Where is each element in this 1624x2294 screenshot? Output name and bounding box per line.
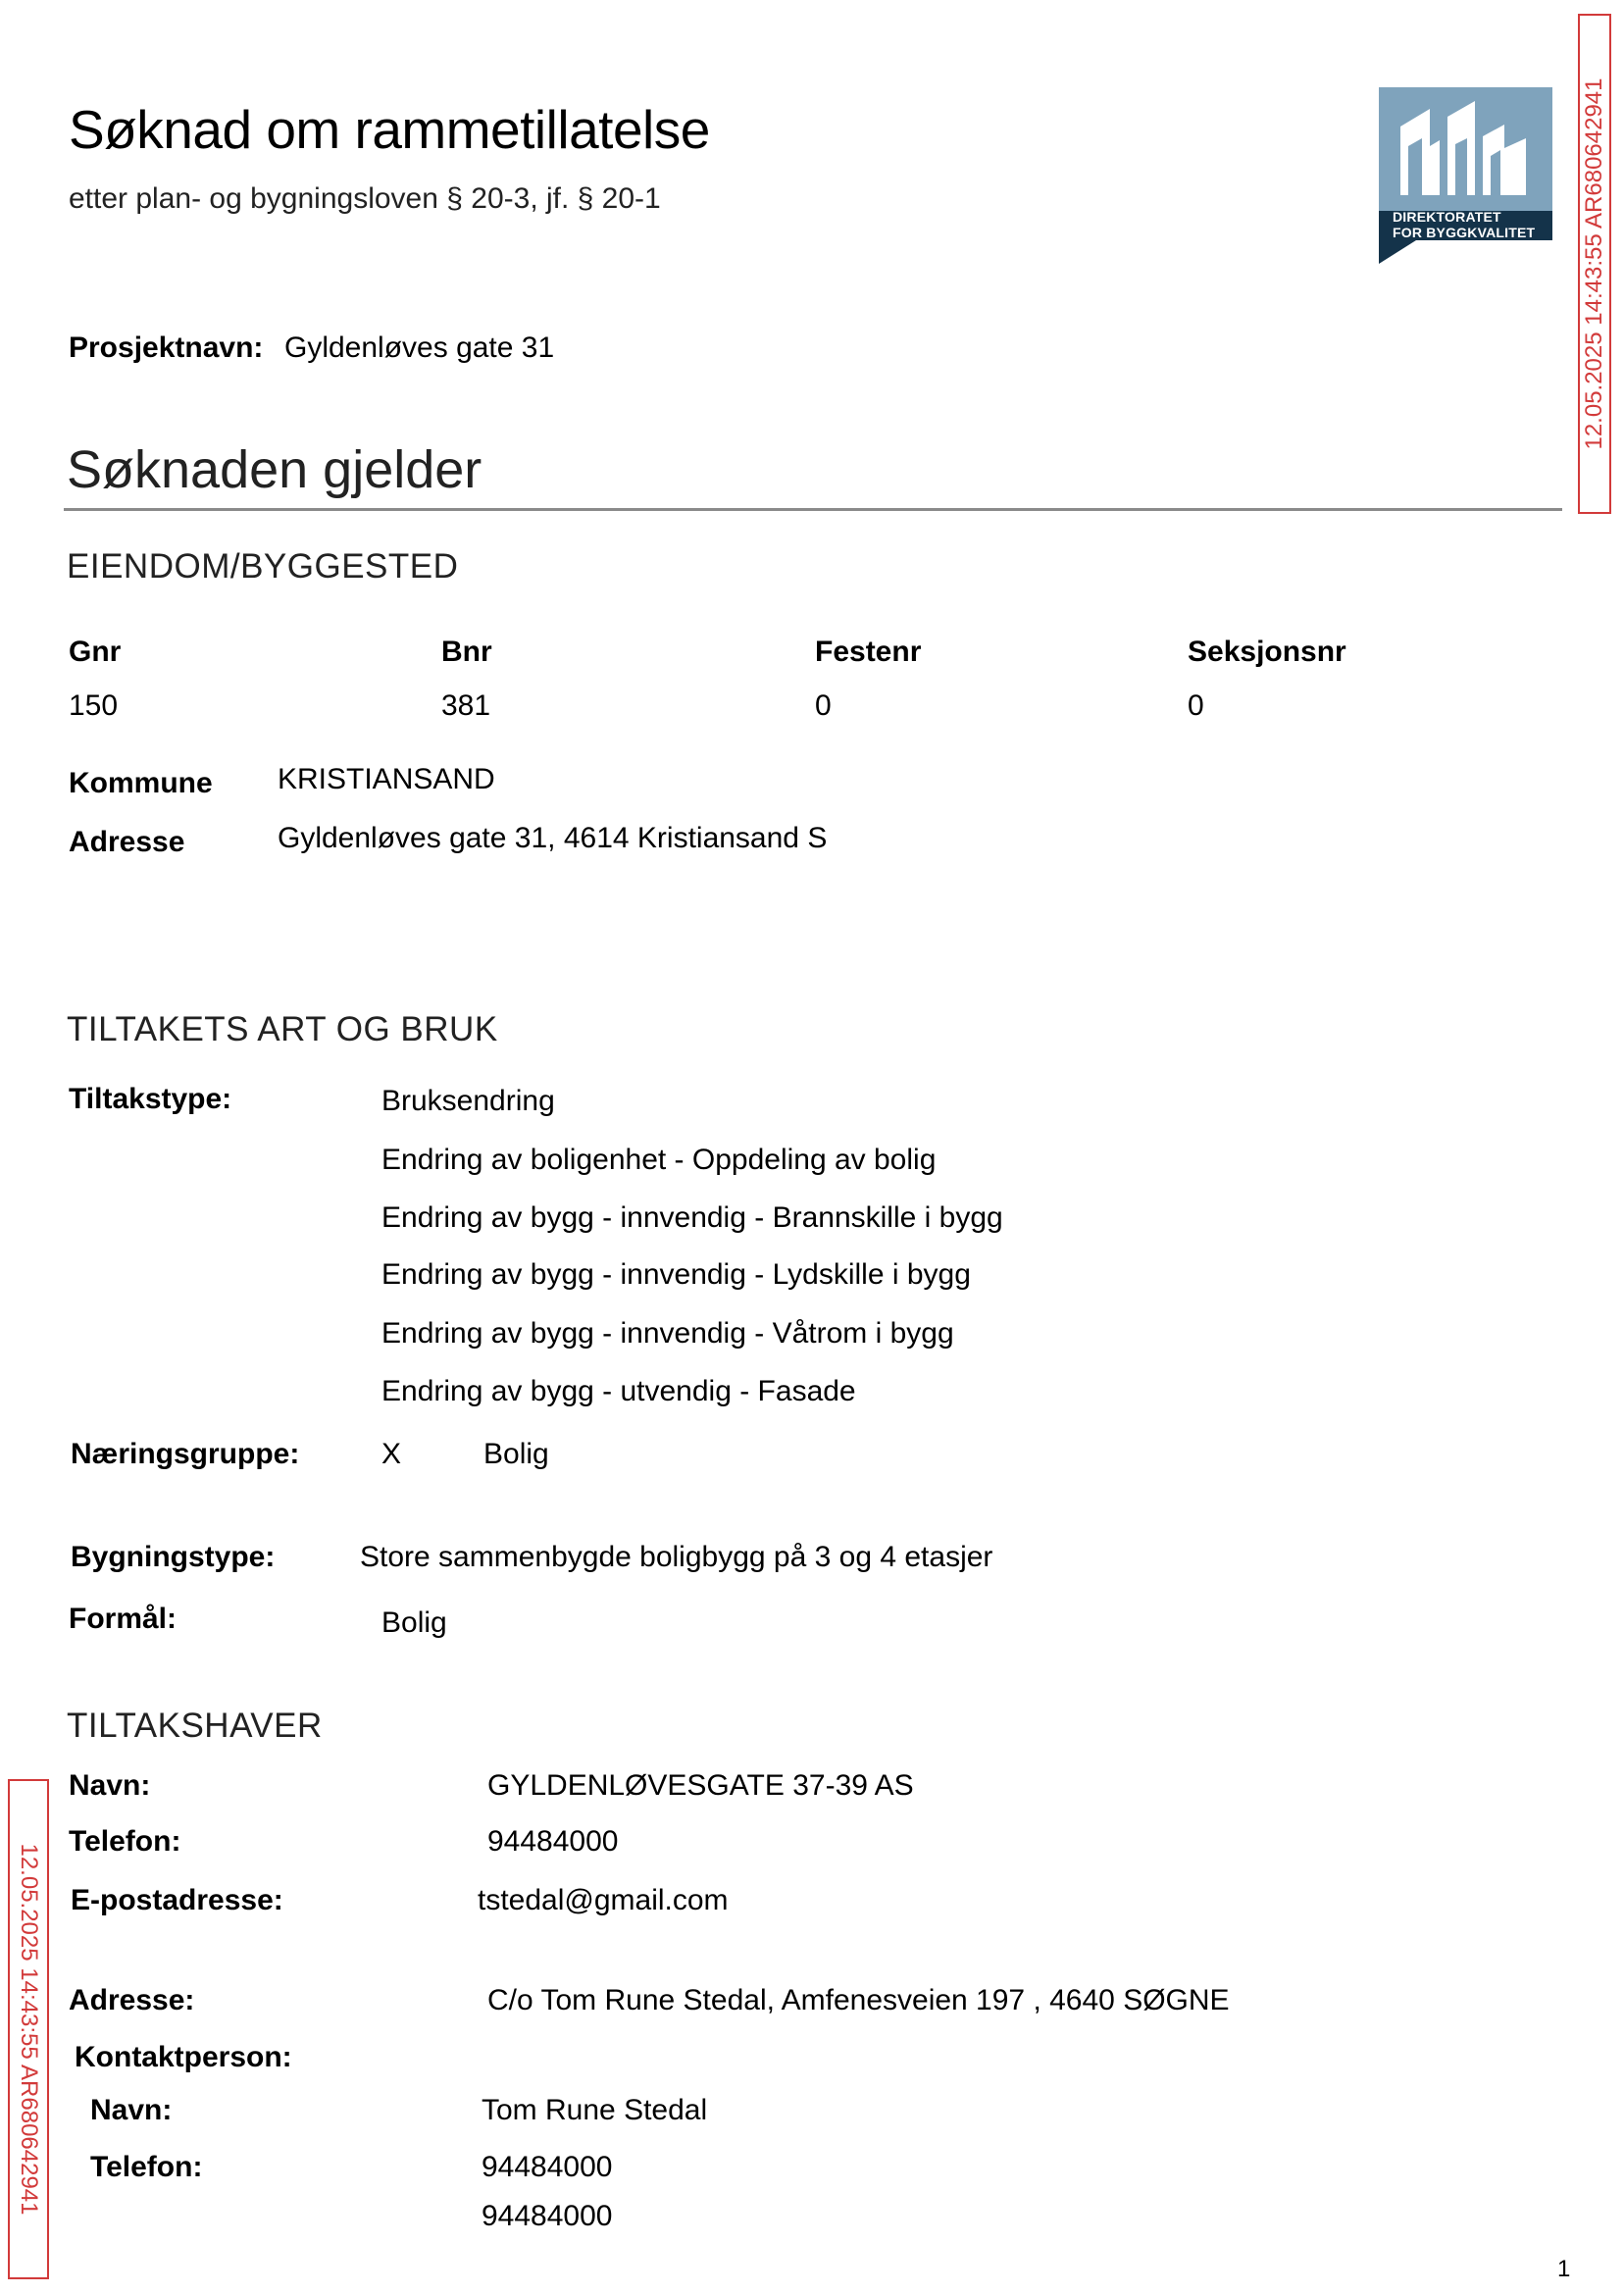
festenr-label: Festenr (815, 636, 922, 668)
formal-value: Bolig (381, 1606, 447, 1639)
tiltakstype-item: Endring av bygg - utvendig - Fasade (381, 1375, 856, 1407)
gnr-label: Gnr (69, 636, 122, 668)
section-property-title: EIENDOM/BYGGESTED (67, 547, 459, 586)
adresse-value: Gyldenløves gate 31, 4614 Kristiansand S (278, 822, 828, 854)
received-stamp-text: 12.05.2025 14:43:55 AR680642941 (16, 1843, 42, 2216)
project-name-value: Gyldenløves gate 31 (284, 331, 555, 364)
kontakt-navn-value: Tom Rune Stedal (482, 2094, 708, 2126)
naeringsgruppe-code: X (381, 1438, 402, 1470)
logo-flag (1379, 240, 1416, 264)
kommune-label: Kommune (69, 767, 213, 799)
tiltakstype-item: Bruksendring (381, 1085, 555, 1117)
naeringsgruppe-value: Bolig (483, 1438, 549, 1470)
received-stamp-text: 12.05.2025 14:43:55 AR680642941 (1581, 77, 1607, 450)
kontaktperson-label: Kontaktperson: (75, 2041, 292, 2073)
adresse-label: Adresse (69, 826, 185, 858)
tiltakshaver-epost-value: tstedal@gmail.com (478, 1884, 729, 1916)
logo-graphic (1379, 87, 1552, 211)
formal-label: Formål: (69, 1603, 178, 1635)
seksjonsnr-value: 0 (1188, 689, 1204, 722)
logo-text-line2: FOR BYGGKVALITET (1393, 225, 1536, 240)
kontakt-navn-label: Navn: (90, 2094, 173, 2126)
festenr-value: 0 (815, 689, 832, 722)
heading-divider (64, 508, 1562, 511)
section-tiltakshaver-title: TILTAKSHAVER (67, 1707, 323, 1745)
tiltakstype-item: Endring av bygg - innvendig - Våtrom i bygg (381, 1317, 954, 1350)
kontakt-telefon-value-2: 94484000 (482, 2200, 613, 2232)
dibk-logo (1379, 87, 1552, 276)
page-number: 1 (1557, 2256, 1571, 2282)
received-stamp-right (1578, 14, 1611, 514)
tiltakstype-label: Tiltakstype: (69, 1083, 232, 1115)
bygningstype-value: Store sammenbygde boligbygg på 3 og 4 etasjer (360, 1541, 993, 1573)
bnr-value: 381 (441, 689, 491, 722)
tiltakshaver-adresse-label: Adresse: (69, 1984, 195, 2016)
tiltakshaver-telefon-value: 94484000 (487, 1825, 619, 1858)
tiltakshaver-navn-label: Navn: (69, 1769, 151, 1802)
tiltakstype-item: Endring av bygg - innvendig - Brannskille i bygg (381, 1201, 1003, 1234)
page-title: Søknad om rammetillatelse (69, 99, 710, 160)
project-name-label: Prosjektnavn: (69, 331, 264, 364)
kontakt-telefon-label: Telefon: (90, 2151, 203, 2183)
tiltakstype-item: Endring av bygg - innvendig - Lydskille i bygg (381, 1258, 971, 1291)
bnr-label: Bnr (441, 636, 492, 668)
tiltakshaver-adresse-value: C/o Tom Rune Stedal, Amfenesveien 197 , 4640 SØGNE (487, 1984, 1230, 2016)
received-stamp-left (8, 1779, 49, 2279)
logo-text-line1: DIREKTORATET (1393, 209, 1501, 225)
naeringsgruppe-label: Næringsgruppe: (71, 1438, 300, 1470)
kontakt-telefon-value: 94484000 (482, 2151, 613, 2183)
section-heading: Søknaden gjelder (67, 440, 482, 499)
gnr-value: 150 (69, 689, 119, 722)
page-subtitle: etter plan- og bygningsloven § 20-3, jf. § 20-1 (69, 182, 661, 215)
bygningstype-label: Bygningstype: (71, 1541, 276, 1573)
section-tiltak-title: TILTAKETS ART OG BRUK (67, 1010, 498, 1048)
seksjonsnr-label: Seksjonsnr (1188, 636, 1346, 668)
tiltakshaver-telefon-label: Telefon: (69, 1825, 181, 1858)
tiltakshaver-epost-label: E-postadresse: (71, 1884, 283, 1916)
tiltakshaver-navn-value: GYLDENLØVESGATE 37-39 AS (487, 1769, 914, 1802)
tiltakstype-item: Endring av boligenhet - Oppdeling av bolig (381, 1144, 937, 1176)
kommune-value: KRISTIANSAND (278, 763, 495, 795)
